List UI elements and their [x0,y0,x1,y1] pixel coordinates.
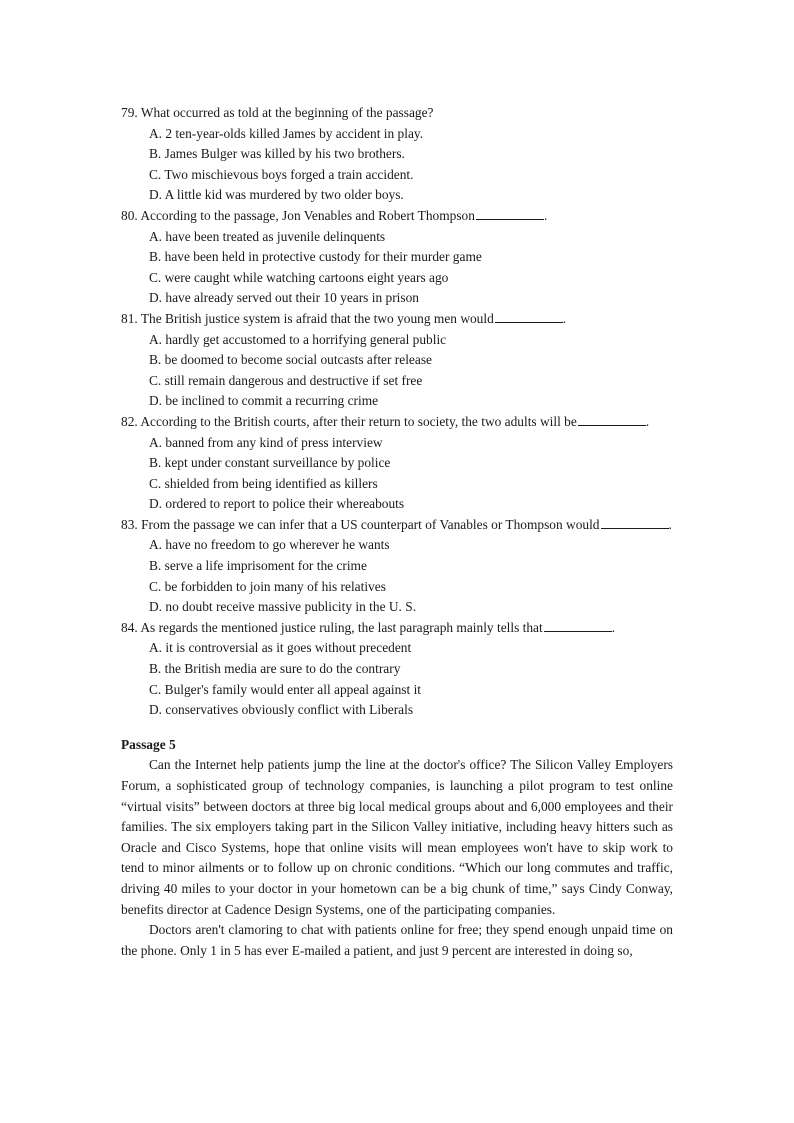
option-c [121,577,673,598]
option-c [121,474,673,495]
question-text: From the passage we can infer that a US counterpart of Vanables or Thompson would [141,516,600,532]
option-text: Two mischievous boys forged a train accident. [164,166,414,182]
option-b [121,247,673,268]
option-letter: D. [149,393,163,409]
option-text: have no freedom to go wherever he wants [165,537,390,553]
option-letter: A. [149,125,163,141]
option-d [121,494,673,515]
option-text: it is controversial as it goes without precedent [165,640,412,656]
option-letter: D. [149,702,163,718]
option-a [121,227,673,248]
question-number: 82. [121,413,138,429]
option-text: banned from any kind of press interview [165,434,383,450]
option-a [121,535,673,556]
question-80 [121,206,673,309]
option-text: kept under constant surveillance by police [164,455,391,471]
question-text: What occurred as told at the beginning of the passage? [140,105,434,120]
option-text: be doomed to become social outcasts after release [164,352,432,368]
option-text: ordered to report to police their whereabouts [165,496,405,512]
option-b [121,659,673,680]
option-letter: C. [149,269,162,285]
option-letter: A. [149,537,163,553]
option-text: have been held in protective custody for their murder game [164,249,482,265]
option-letter: C. [149,475,162,491]
option-text: serve a life imprisoment for the crime [164,558,367,574]
option-c [121,268,673,289]
option-letter: B. [149,352,162,368]
option-text: conservatives obviously conflict with Liberals [165,702,414,718]
option-b [121,350,673,371]
option-text: A little kid was murdered by two older boys. [164,187,404,203]
question-stem: 84. As regards the mentioned justice ruling, the last paragraph mainly tells that . [121,619,616,635]
question-number: 81. [121,310,138,326]
option-text: shielded from being identified as killers [164,475,378,491]
option-a [121,124,673,145]
option-text: James Bulger was killed by his two brothers. [164,146,405,162]
option-text: no doubt receive massive publicity in the U. S. [165,599,417,615]
option-letter: D. [149,290,163,306]
option-letter: A. [149,331,163,347]
option-a [121,433,673,454]
answer-blank [578,414,646,426]
option-letter: B. [149,146,162,162]
option-letter: C. [149,166,162,182]
question-stem [121,103,673,124]
question-number: 83. [121,516,138,532]
option-d [121,597,673,618]
answer-blank [544,620,612,632]
question-82 [121,412,673,515]
answer-blank [495,311,563,323]
option-d [121,185,673,206]
question-stem: 82. According to the British courts, after their return to society, the two adults will be . [121,413,650,429]
passage-paragraph: Doctors aren't clamoring to chat with patients online for free; they spend enough unpaid time on the phone. Only 1 in 5 has ever E-mailed a patient, and just 9 percent are interested in doing so, [121,922,673,958]
question-stem: 80. According to the passage, Jon Venables and Robert Thompson . [121,207,548,223]
question-text: The British justice system is afraid that the two young men would [140,310,494,326]
option-b [121,453,673,474]
option-b [121,556,673,577]
option-letter: A. [149,434,163,450]
option-letter: B. [149,249,162,265]
option-text: have already served out their 10 years in prison [165,290,419,306]
question-83 [121,515,673,618]
option-text: have been treated as juvenile delinquents [165,228,386,244]
question-number: 80. [121,207,138,223]
option-text: be inclined to commit a recurring crime [165,393,379,409]
question-text: As regards the mentioned justice ruling, the last paragraph mainly tells that [140,619,543,635]
option-text: still remain dangerous and destructive if set free [164,372,423,388]
option-letter: B. [149,558,162,574]
option-letter: C. [149,372,162,388]
option-letter: C. [149,578,162,594]
option-c [121,680,673,701]
option-a [121,638,673,659]
answer-blank [601,517,669,529]
document-page [121,103,673,961]
option-text: hardly get accustomed to a horrifying general public [165,331,447,347]
option-text: were caught while watching cartoons eight years ago [164,269,449,285]
passage-heading: Passage 5 [121,736,176,752]
option-c [121,371,673,392]
option-text: the British media are sure to do the contrary [164,661,401,677]
option-letter: C. [149,681,162,697]
option-d [121,700,673,721]
passage-paragraph: Can the Internet help patients jump the line at the doctor's office? The Silicon Valley Employers Forum, a sophisticated group of technology companies, is launching a pilot program to test online “virtual visits” between doctors at three big local medical groups about and 6,000 employees and their families. The six employers taking part in the Silicon Valley initiative, including heavy hitters such as Oracle and Cisco Systems, hope that online visits will mean employees won't have to skip work to tend to minor ailments or to follow up on chronic conditions. “Which our long commutes and traffic, driving 40 miles to your doctor in your hometown can be a big chunk of time,” says Cindy Conway, benefits director at Cadence Design Systems, one of the participating companies. [121,757,673,917]
answer-blank [476,208,544,220]
option-letter: A. [149,640,163,656]
question-text: According to the British courts, after their return to society, the two adults will be [140,413,577,429]
option-b [121,144,673,165]
option-letter: B. [149,455,162,471]
question-number: 79. [121,105,138,120]
option-letter: B. [149,661,162,677]
question-81 [121,309,673,412]
option-letter: D. [149,496,163,512]
question-stem: 83. From the passage we can infer that a US counterpart of Vanables or Thompson would . [121,516,672,532]
question-text: According to the passage, Jon Venables and Robert Thompson [140,207,475,223]
question-number: 84. [121,619,138,635]
question-79 [121,103,673,206]
option-d [121,288,673,309]
option-letter: A. [149,228,163,244]
option-c [121,165,673,186]
option-a [121,330,673,351]
option-text: 2 ten-year-olds killed James by accident in play. [165,125,424,141]
question-stem: 81. The British justice system is afraid that the two young men would . [121,310,567,326]
question-84 [121,618,673,721]
option-text: be forbidden to join many of his relatives [164,578,386,594]
option-letter: D. [149,599,163,615]
option-letter: D. [149,187,163,203]
option-d [121,391,673,412]
option-text: Bulger's family would enter all appeal against it [164,681,422,697]
